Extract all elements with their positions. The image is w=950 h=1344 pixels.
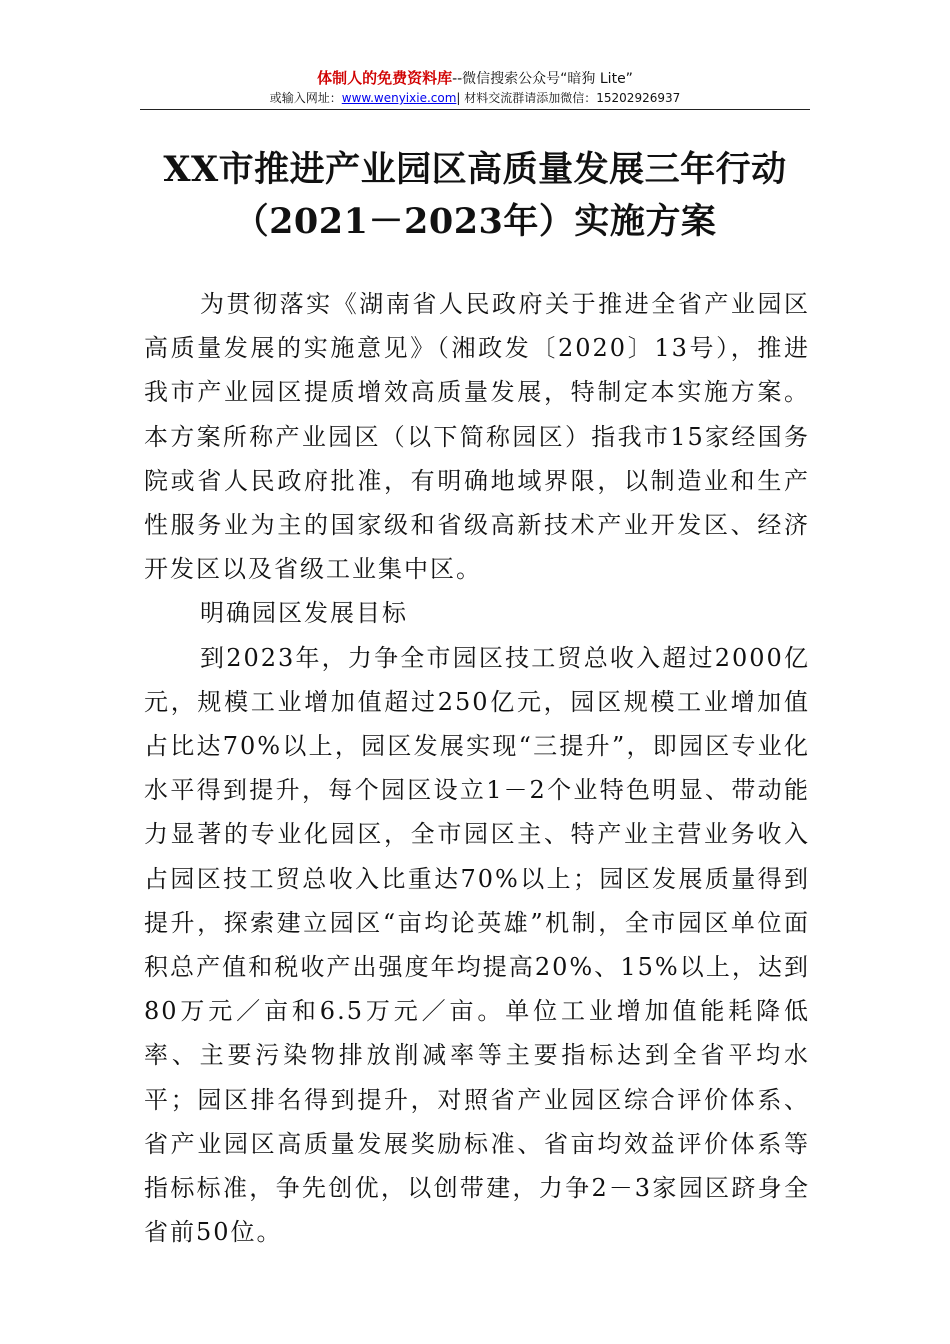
header-tagline: --微信搜索公众号“暗狗 Lite” [452, 71, 633, 87]
document-title-line-1: XX市推进产业园区高质量发展三年行动 [163, 149, 787, 190]
header-contact-line [140, 89, 810, 107]
section-heading: 明确园区发展目标 [200, 599, 408, 628]
document-title-line-2: （2021－2023年）实施方案 [233, 201, 717, 242]
brand-name: 体制人的免费资料库 [317, 69, 453, 87]
paragraph-intro: 为贯彻落实《湖南省人民政府关于推进全省产业园区高质量发展的实施意见》（湘政发〔2020〕13号），推进我市产业园区提质增效高质量发展，特制定本实施方案。本方案所称产业园区（以下简称园区）指我市15家经国务院或省人民政府批准，有明确地域界限，以制造业和生产性服务业为主的国家级和省级高新技术产业开发区、经济开发区以及省级工业集中区。 [144, 290, 810, 584]
page-header [140, 68, 810, 107]
contact-text: | 材料交流群请添加微信：15202926937 [456, 91, 681, 105]
paragraph-targets: 到2023年，力争全市园区技工贸总收入超过2000亿元，规模工业增加值超过250亿元，园区规模工业增加值占比达70%以上，园区发展实现“三提升”，即园区专业化水平得到提升，每个园区设立1－2个业特色明显、带动能力显著的专业化园区，全市园区主、特产业主营业务收入占园区技工贸总收入比重达70%以上；园区发展质量得到提升，探索建立园区“亩均论英雄”机制，全市园区单位面积总产值和税收产出强度年均提高20%、15%以上，达到80万元／亩和6.5万元／亩。单位工业增加值能耗降低率、主要污染物排放削减率等主要指标达到全省平均水平；园区排名得到提升，对照省产业园区综合评价体系、省产业园区高质量发展奖励标准、省亩均效益评价体系等指标标准，争先创优，以创带建，力争2－3家园区跻身全省前50位。 [144, 643, 810, 1247]
header-divider [140, 109, 810, 110]
document-body [144, 282, 810, 1254]
header-banner [140, 68, 810, 89]
website-link[interactable]: www.wenyixie.com [341, 91, 457, 105]
url-prefix: 或输入网址： [269, 91, 342, 105]
